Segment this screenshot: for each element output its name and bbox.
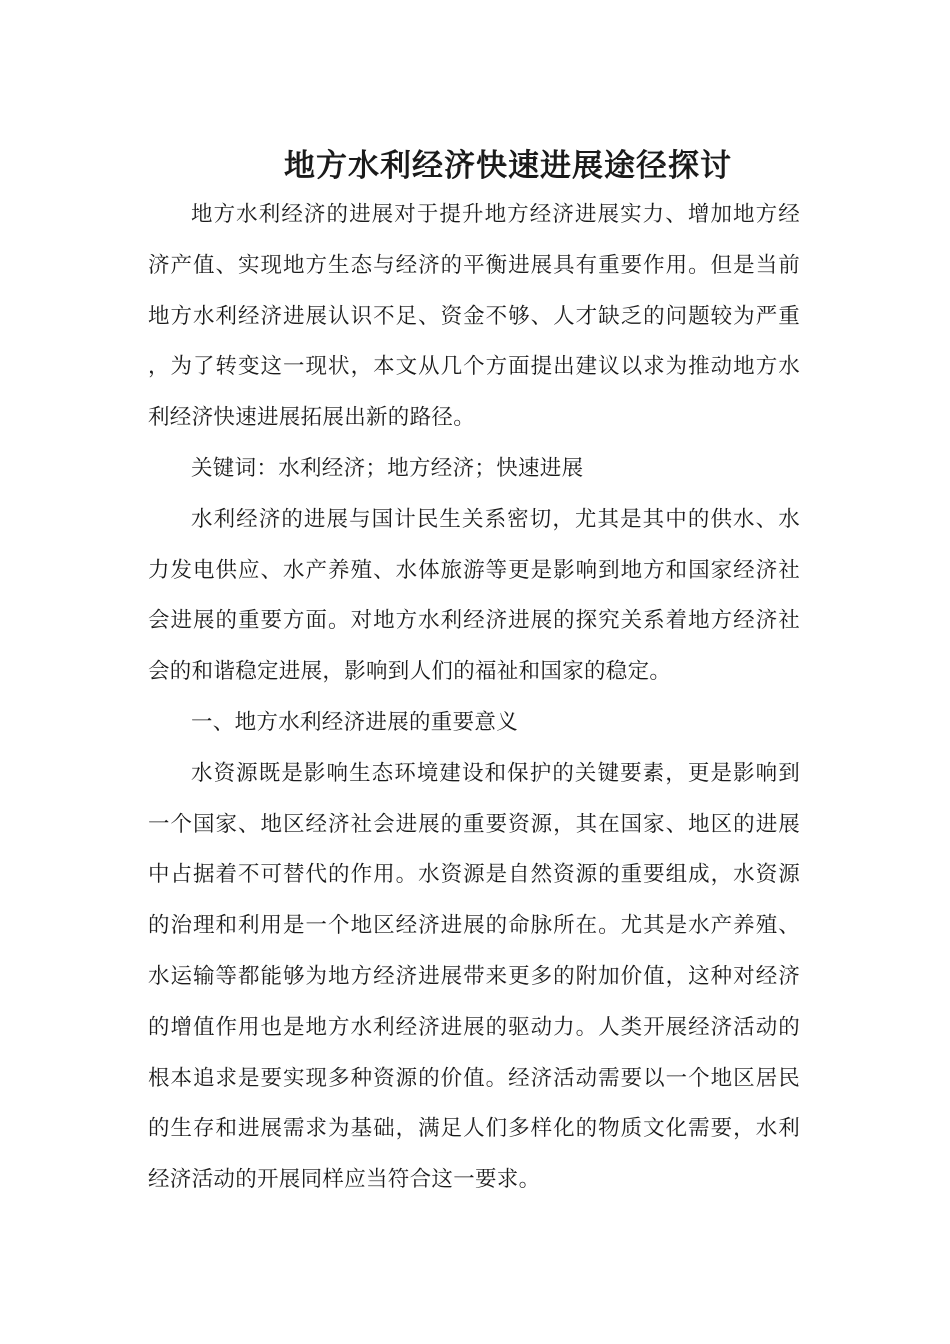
section-paragraph: 水资源既是影响生态环境建设和保护的关键要素，更是影响到一个国家、地区经济社会进展的重要资源，其在国家、地区的进展中占据着不可替代的作用。水资源是自然资源的重要组成，水资源的治理和利用是一个地区经济进展的命脉所在。尤其是水产养殖、水运输等都能够为地方经济进展带来更多的附加价值，这种对经济的增值作用也是地方水利经济进展的驱动力。人类开展经济活动的根本追求是要实现多种资源的价值。经济活动需要以一个地区居民的生存和进展需求为基础，满足人们多样化的物质文化需要，水利经济活动的开展同样应当符合这一要求。 — [148, 760, 800, 1193]
document-title: 地方水利经济快速进展途径探讨 — [284, 147, 732, 184]
keywords-paragraph: 关键词：水利经济；地方经济；快速进展 — [191, 455, 584, 481]
section-heading: 一、地方水利经济进展的重要意义 — [191, 709, 519, 735]
intro-paragraph: 水利经济的进展与国计民生关系密切，尤其是其中的供水、水力发电供应、水产养殖、水体旅游等更是影响到地方和国家经济社会进展的重要方面。对地方水利经济进展的探究关系着地方经济社会的和谐稳定进展，影响到人们的福祉和国家的稳定。 — [148, 506, 800, 685]
abstract-paragraph: 地方水利经济的进展对于提升地方经济进展实力、增加地方经济产值、实现地方生态与经济的平衡进展具有重要作用。但是当前地方水利经济进展认识不足、资金不够、人才缺乏的问题较为严重，为了转变这一现状，本文从几个方面提出建议以求为推动地方水利经济快速进展拓展出新的路径。 — [148, 202, 800, 431]
document-body — [148, 190, 800, 1206]
